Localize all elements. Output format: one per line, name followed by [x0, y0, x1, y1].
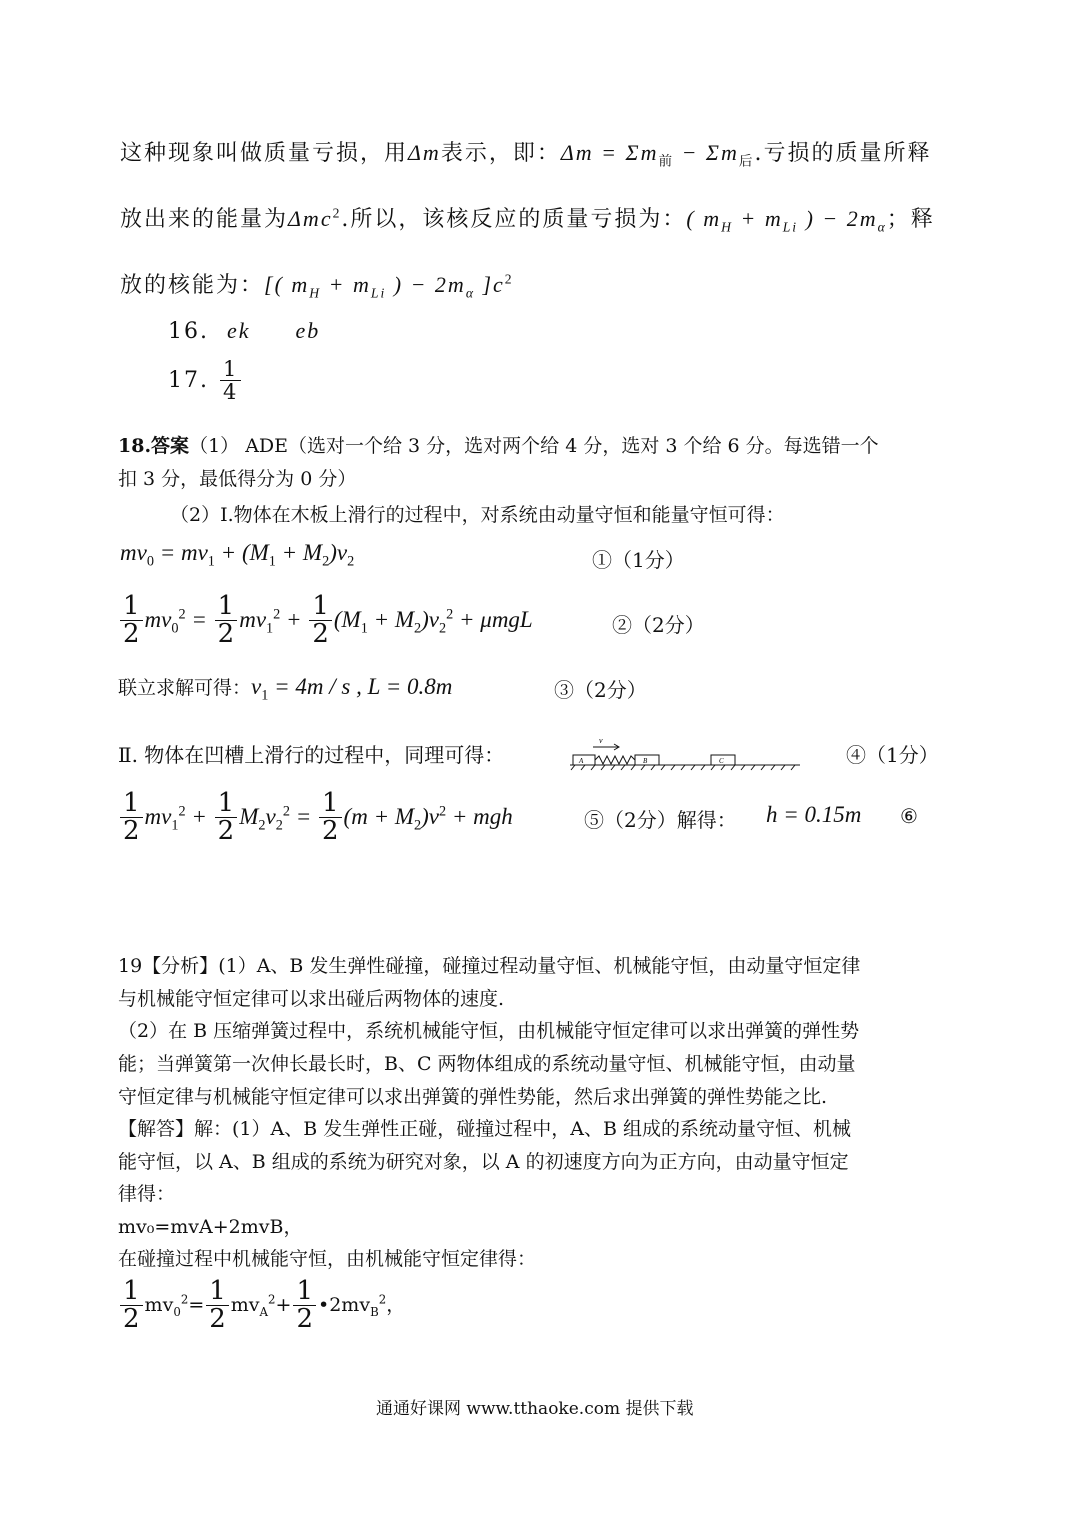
energy-intro: 在碰撞过程中机械能守恒，由机械能守恒定律得：	[118, 1248, 537, 1270]
answer-16: 16. ek eb	[168, 318, 321, 344]
solution-line-1: 【解答】解：(1）A、B 发生弹性正碰，碰撞过程中，A、B 组成的系统动量守恒、机械	[118, 1118, 851, 1140]
equation-4-mark: ④（1分）	[846, 743, 939, 767]
text-line-3: 放的核能为：[( $m_H + m_{Li}$ ) − $2m_\alpha$ ]$c^2$	[120, 271, 514, 301]
page-footer: 通通好课网 www.tthaoke.com 提供下载	[376, 1399, 694, 1419]
spring	[595, 756, 635, 764]
analysis-line-4: 能；当弹簧第一次伸长最长时，B、C 两物体组成的系统动量守恒、机械能守恒，由动量	[118, 1053, 856, 1075]
h-result: h = 0.15m	[766, 802, 862, 827]
answer-18-part2-ii: Ⅱ. 物体在凹槽上滑行的过程中，同理可得：	[118, 743, 505, 767]
solution-line-3: 律得：	[118, 1183, 176, 1205]
energy-equation: $\frac{1}{2}$ $mv_0^2=$ $\frac{1}{2}$ $mv_A^2+$ $\frac{1}{2}$ $•2mv_B^2$，	[118, 1278, 405, 1334]
block-a	[573, 755, 595, 765]
equation-3-mark: ③（2分）	[554, 678, 647, 702]
text-line-2: 放出来的能量为Δmc$^2$.所以，该核反应的质量亏损为：( $m_H + m_{Li}$ ) − $2m_\alpha$；释	[120, 205, 935, 235]
answer-18-part2-intro: （2）Ⅰ.物体在木板上滑行的过程中，对系统由动量守恒和能量守恒可得：	[170, 504, 785, 526]
equation-2: $\frac{1}{2}$ $mv_0^2$ = $\frac{1}{2}$ $mv_1^2$ + $\frac{1}{2}$ $(M_1 + M_2)v_2^2 + \mu mgL$	[118, 593, 533, 649]
solution-line-2: 能守恒，以 A、B 组成的系统为研究对象，以 A 的初速度方向为正方向，由动量守恒定	[118, 1151, 849, 1173]
momentum-equation: mv₀=mvA+2mvB，	[118, 1216, 303, 1238]
velocity-label: v	[599, 736, 603, 745]
answer-17: 17. $\frac{1}{4}$	[168, 358, 243, 403]
analysis-line-3: （2）在 B 压缩弹簧过程中，系统机械能守恒，由机械能守恒定律可以求出弹簧的弹性势	[118, 1020, 860, 1042]
equation-1: $mv_0 = mv_1 + (M_1 + M_2)v_2$	[120, 540, 355, 570]
text-line-1: 这种现象叫做质量亏损，用Δm表示，即：$\Delta m = \Sigma m_前 - \Sigma m_后$.亏损的质量所释	[120, 140, 932, 169]
collision-diagram	[565, 732, 805, 772]
block-b-label: B	[643, 757, 648, 765]
answer-18-line-1: 18.答案（1） ADE（选对一个给 3 分，选对两个给 4 分，选对 3 个给 6 分。每选错一个	[118, 435, 879, 457]
analysis-line-5: 守恒定律与机械能守恒定律可以求出弹簧的弹性势能，然后求出弹簧的弹性势能之比.	[118, 1086, 828, 1108]
equation-5: $\frac{1}{2}$ $mv_1^2$ + $\frac{1}{2}$ $M_2v_2^2$ = $\frac{1}{2}$ $(m + M_2)v^2$ + mgh	[118, 790, 513, 846]
fraction-one-quarter: $\frac{1}{4}$	[220, 358, 241, 403]
equation-6-mark: ⑥	[900, 804, 918, 828]
block-c-label: C	[719, 757, 724, 765]
equation-5-mark: ⑤（2分）解得：	[584, 808, 737, 832]
equation-2-mark: ②（2分）	[612, 613, 705, 637]
analysis-line-1: 19【分析】(1）A、B 发生弹性碰撞，碰撞过程动量守恒、机械能守恒，由动量守恒定律	[118, 955, 861, 977]
analysis-line-2: 与机械能守恒定律可以求出碰后两物体的速度.	[118, 988, 505, 1010]
equation-3: 联立求解可得：$v_1 = 4m / s$ , L = 0.8m	[118, 674, 453, 704]
equation-1-mark: ①（1分）	[592, 548, 685, 572]
answer-18-line-2: 扣 3 分，最低得分为 0 分）	[118, 468, 357, 490]
block-a-label: A	[579, 757, 584, 765]
ground-hatching	[571, 765, 795, 770]
